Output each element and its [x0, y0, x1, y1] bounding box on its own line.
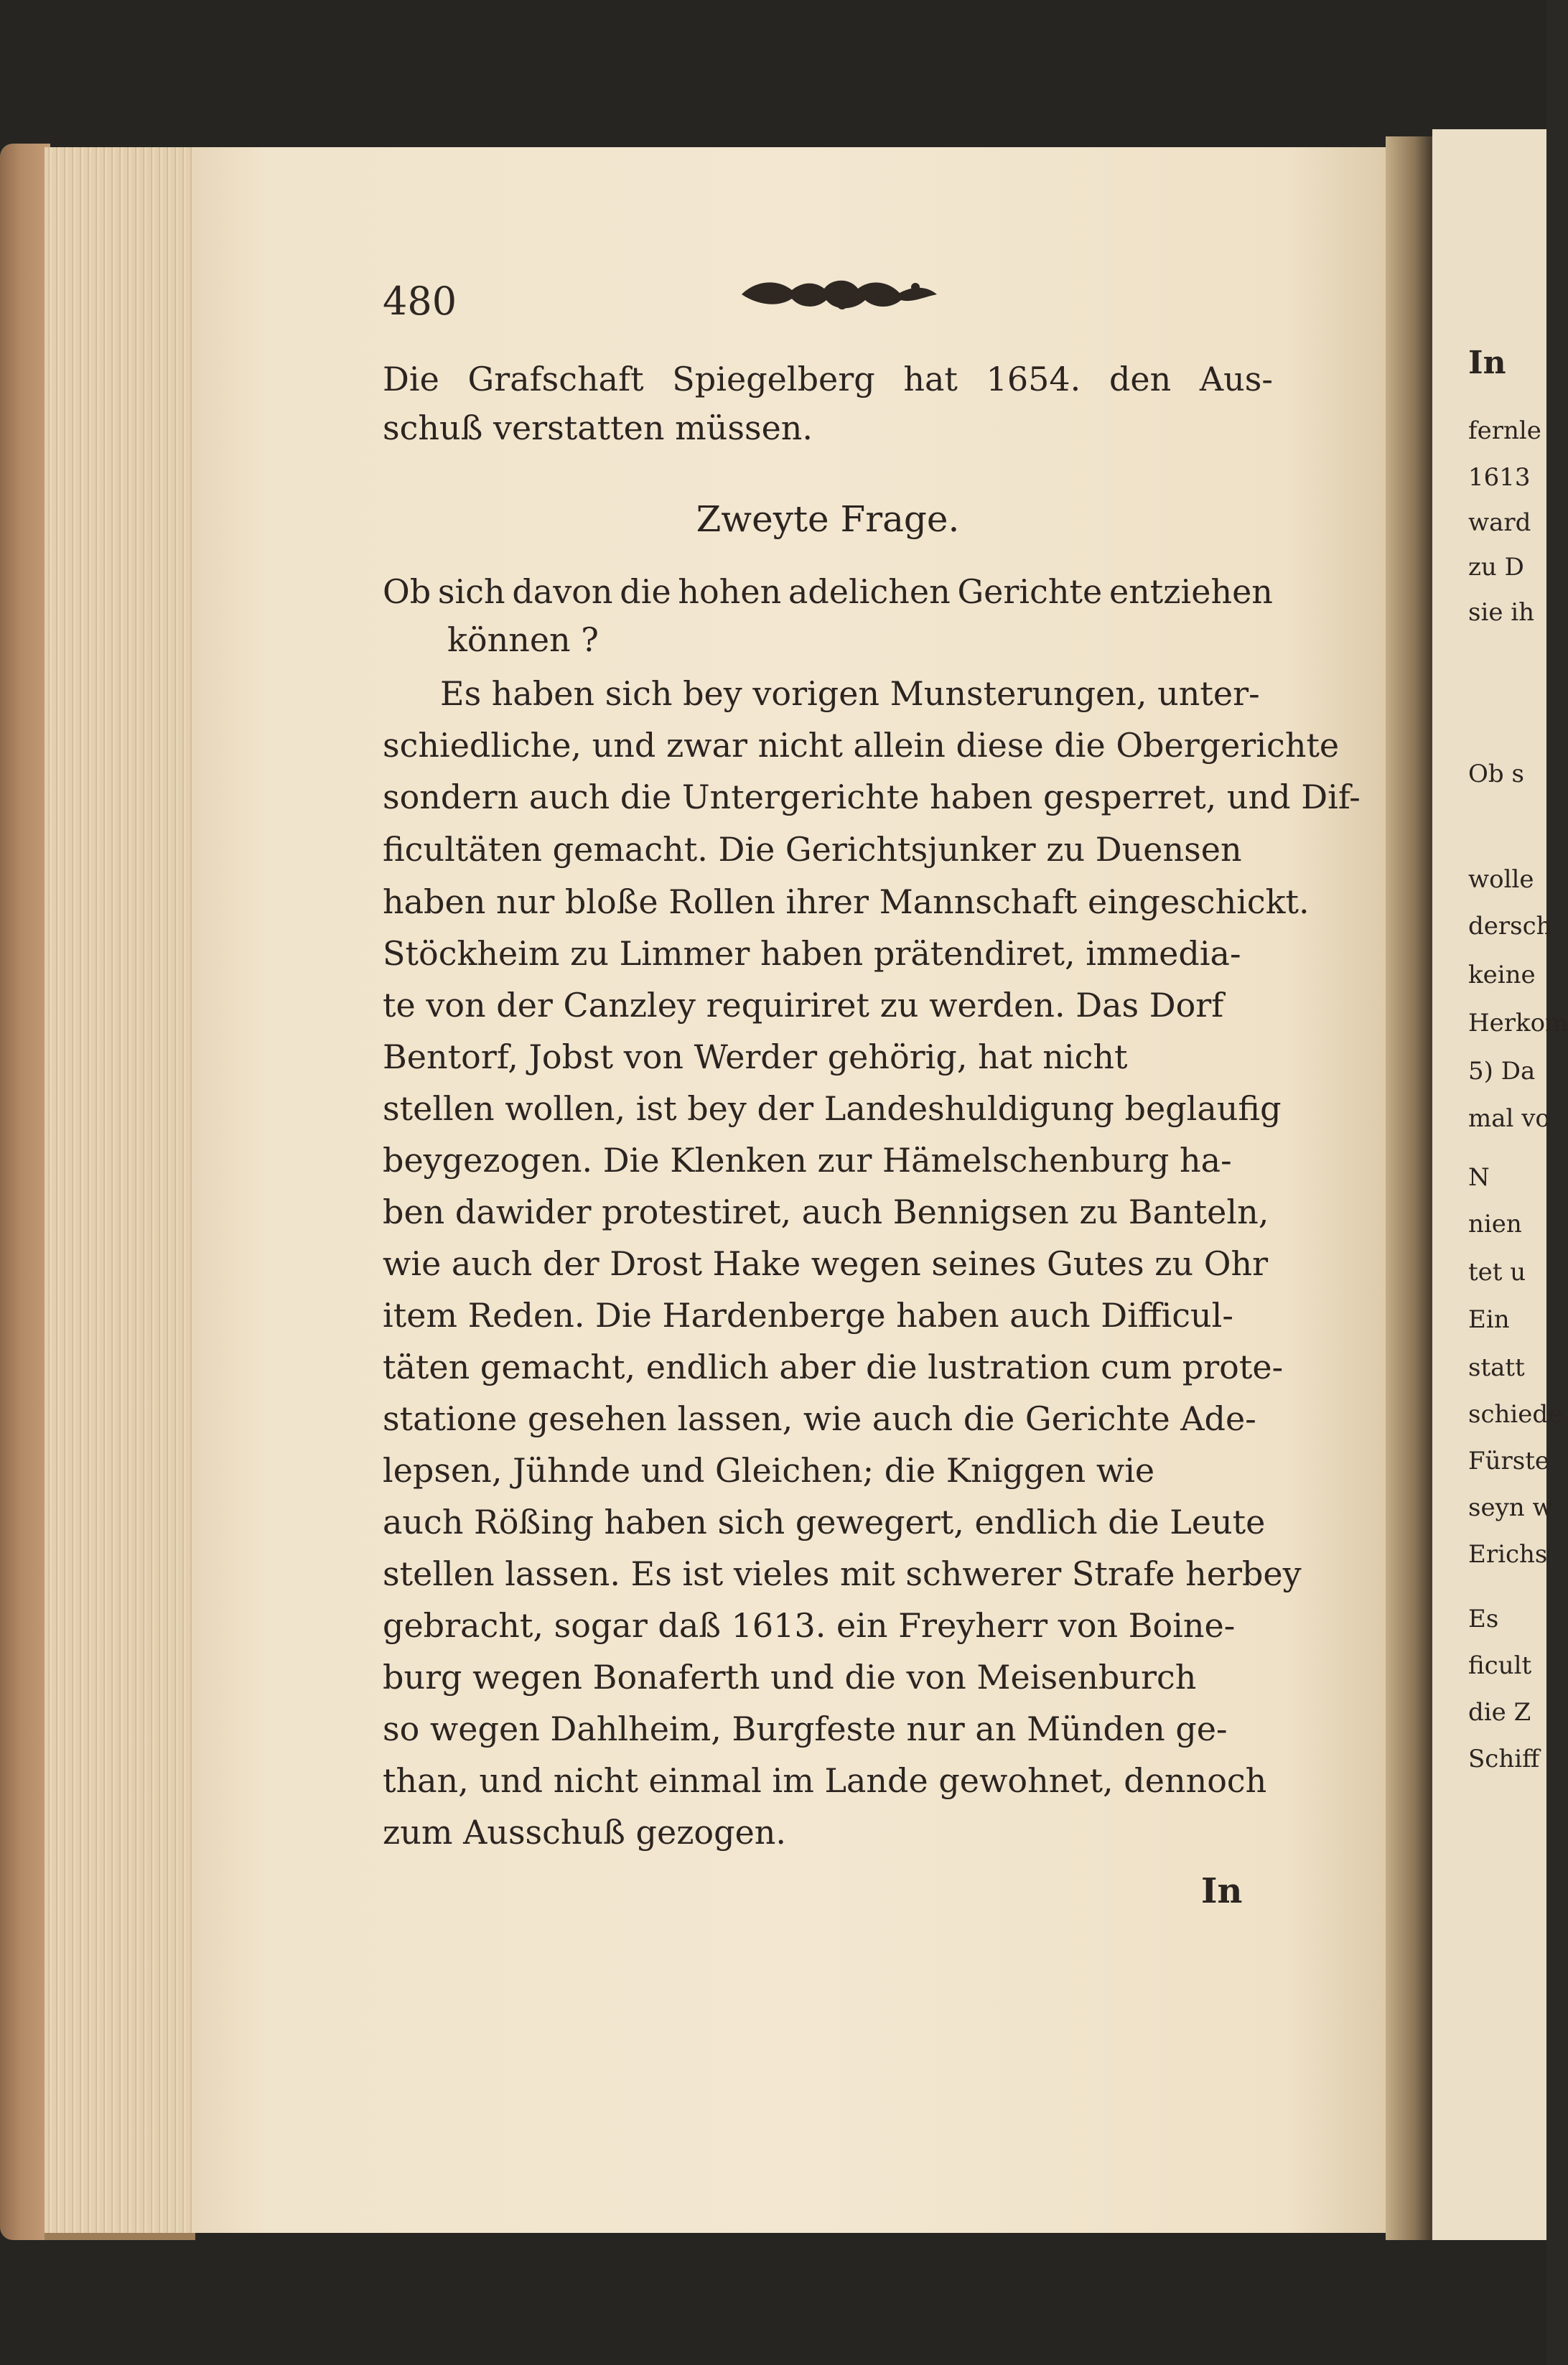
right-page-line: Es [1468, 1605, 1499, 1633]
text-line: schiedliche, und zwar nicht allein diese die Obergerichte [383, 726, 1340, 765]
text-line: stellen wollen, ist bey der Landeshuldigung beglaufig [383, 1089, 1282, 1128]
text-line: zum Ausschuß gezogen. [383, 1813, 787, 1852]
text-line: sondern auch die Untergerichte haben gesperret, und Dif- [383, 778, 1361, 816]
page-number: 480 [383, 279, 457, 324]
text-line: burg wegen Bonaferth und die von Meisenburch [383, 1658, 1197, 1697]
right-page-line: sie ih [1468, 598, 1535, 627]
right-page-line: fernle [1468, 416, 1541, 445]
right-page-line: Ob s [1468, 760, 1524, 788]
catchword: In [1201, 1871, 1243, 1911]
word: davon [512, 572, 613, 611]
text-line [383, 570, 1273, 613]
book-cover-edge [0, 144, 50, 2240]
section-heading: Zweyte Frage. [696, 498, 960, 540]
right-page-line: Fürste [1468, 1447, 1549, 1475]
text-line: stellen lassen. Es ist vieles mit schwerer Strafe herbey [383, 1554, 1302, 1593]
word: 1654. [986, 360, 1081, 398]
text-line: item Reden. Die Hardenberge haben auch Difficul- [383, 1296, 1233, 1335]
text-line: ficultäten gemacht. Die Gerichtsjunker zu Duensen [383, 830, 1242, 869]
word: adelichen [788, 572, 951, 611]
right-page-line: die Z [1468, 1698, 1531, 1727]
right-page-line: mal vo [1468, 1104, 1550, 1133]
page-stack-edges [45, 147, 195, 2240]
page-header [383, 279, 1273, 322]
text-line: than, und nicht einmal im Lande gewohnet, dennoch [383, 1761, 1267, 1800]
scan-background-bottom [0, 2233, 1546, 2365]
word: entziehen [1109, 572, 1273, 611]
text-line: Bentorf, Jobst von Werder gehörig, hat nicht [383, 1037, 1128, 1076]
text-line: statione gesehen lassen, wie auch die Gerichte Ade- [383, 1399, 1256, 1438]
text-line: täten gemacht, endlich aber die lustration cum prote- [383, 1348, 1284, 1386]
right-page-line: Erichs [1468, 1540, 1548, 1569]
word: Grafschaft [467, 360, 644, 398]
text-line: ben dawider protestiret, auch Bennigsen zu Banteln, [383, 1193, 1269, 1231]
right-page-line: N [1468, 1163, 1490, 1192]
right-page-line: wolle [1468, 865, 1534, 894]
word: sich [437, 572, 505, 611]
right-page-line: tet u [1468, 1258, 1526, 1287]
right-page-line: schiede [1468, 1400, 1563, 1429]
word: Gerichte [957, 572, 1103, 611]
text-line: können ? [447, 620, 599, 659]
text-line: auch Rößing haben sich gewegert, endlich die Leute [383, 1503, 1266, 1541]
right-page-line: nien [1468, 1210, 1522, 1239]
word: hat [903, 360, 958, 398]
right-page-line: 1613 [1468, 463, 1531, 492]
word: Die [383, 360, 439, 398]
text-line: so wegen Dahlheim, Burgfeste nur an Münden ge- [383, 1709, 1228, 1748]
right-page-line: Schiff [1468, 1745, 1540, 1773]
text-line: schuß verstatten müssen. [383, 409, 813, 447]
text-line [383, 358, 1273, 401]
right-page-line: zu D [1468, 553, 1524, 582]
right-page-line: statt [1468, 1353, 1525, 1382]
ornament-icon [734, 273, 943, 316]
right-page-line: keine [1468, 961, 1536, 989]
text-line: Stöckheim zu Limmer haben prätendiret, immedia- [383, 934, 1241, 973]
text-line: lepsen, Jühnde und Gleichen; die Kniggen wie [383, 1451, 1155, 1490]
right-page-line: seyn w [1468, 1493, 1554, 1522]
right-page-line: Ein [1468, 1305, 1510, 1334]
right-page-line: ward [1468, 508, 1531, 537]
text-line: wie auch der Drost Hake wegen seines Gutes zu Ohr [383, 1244, 1269, 1283]
right-page-line: In [1468, 345, 1506, 381]
text-line: gebracht, sogar daß 1613. ein Freyherr von Boine- [383, 1606, 1236, 1645]
text-line: beygezogen. Die Klenken zur Hämelschenburg ha- [383, 1141, 1232, 1180]
scan-background-top [0, 0, 1546, 154]
text-line: haben nur bloße Rollen ihrer Mannschaft eingeschickt. [383, 882, 1310, 921]
text-line: te von der Canzley requiriret zu werden. Das Dorf [383, 986, 1224, 1025]
word: die [620, 572, 671, 611]
text-line: Es haben sich bey vorigen Munsterungen, unter- [440, 674, 1260, 713]
word: Ob [383, 572, 431, 611]
word: den [1109, 360, 1172, 398]
right-page-line: ficult [1468, 1651, 1532, 1680]
right-page-line: Herkom [1468, 1009, 1568, 1037]
word: Spiegelberg [672, 360, 875, 398]
right-page-line: 5) Da [1468, 1057, 1536, 1086]
word: hohen [678, 572, 782, 611]
right-page-line: dersch [1468, 912, 1552, 941]
word: Aus- [1199, 360, 1273, 398]
